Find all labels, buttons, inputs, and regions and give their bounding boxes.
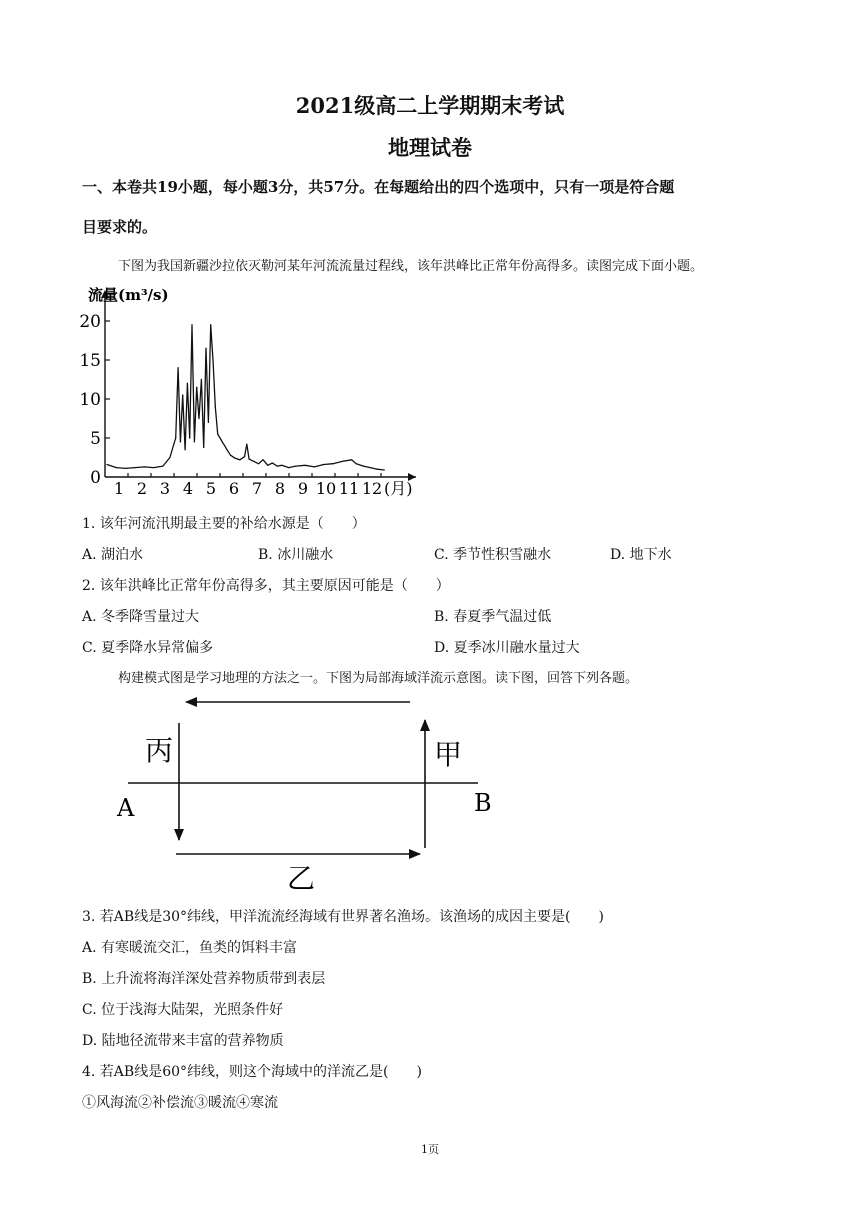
flow-data-point bbox=[215, 406, 216, 407]
x-tick-label: 9 bbox=[297, 479, 309, 498]
flow-data-point bbox=[267, 465, 268, 466]
intro-flow-chart: 下图为我国新疆沙拉依灭勒河某年河流流量过程线，该年洪峰比正常年份高得多。读图完成下面小题。 bbox=[118, 259, 704, 274]
flow-data-point bbox=[180, 441, 181, 442]
flow-data-point bbox=[314, 466, 315, 467]
flow-data-point bbox=[169, 457, 170, 458]
question-2-stem: 2. 该年洪峰比正常年份高得多，其主要原因可能是（ ） bbox=[82, 578, 450, 594]
flow-chart bbox=[78, 280, 428, 500]
flow-data-point bbox=[162, 466, 163, 467]
label-jia: 甲 bbox=[434, 738, 463, 771]
flow-data-point bbox=[363, 466, 364, 467]
q2-option-b: B. 春夏季气温过低 bbox=[434, 609, 552, 625]
q3-option-b: B. 上升流将海洋深处营养物质带到表层 bbox=[82, 971, 326, 987]
exam-subtitle: 地理试卷 bbox=[388, 135, 472, 160]
flow-data-point bbox=[153, 467, 154, 468]
flow-data-point bbox=[222, 441, 223, 442]
flow-series-line bbox=[107, 325, 384, 470]
flow-data-point bbox=[370, 467, 371, 468]
flow-data-point bbox=[244, 456, 245, 457]
q1-option-a: A. 湖泊水 bbox=[82, 547, 144, 563]
q1-option-d: D. 地下水 bbox=[610, 547, 672, 563]
flow-data-point bbox=[288, 467, 289, 468]
label-a: A bbox=[117, 794, 135, 822]
label-yi: 乙 bbox=[287, 862, 316, 895]
flow-data-point bbox=[253, 461, 254, 462]
flow-data-point bbox=[384, 469, 385, 470]
label-b: B bbox=[474, 789, 492, 817]
flow-data-point bbox=[224, 445, 225, 446]
y-tick-label: 0 bbox=[90, 468, 101, 488]
q2-option-c: C. 夏季降水异常偏多 bbox=[82, 640, 214, 656]
label-bing: 丙 bbox=[145, 734, 174, 767]
y-axis-label: 流量(m³/s) bbox=[88, 286, 169, 304]
flow-data-point bbox=[201, 379, 202, 380]
flow-data-point bbox=[185, 449, 186, 450]
flow-data-point bbox=[189, 437, 190, 438]
flow-data-point bbox=[239, 459, 240, 460]
flow-data-point bbox=[295, 466, 296, 467]
flow-data-point bbox=[258, 463, 259, 464]
q4-option-list: ①风海流②补偿流③暖流④寒流 bbox=[82, 1095, 278, 1111]
flow-data-point bbox=[277, 466, 278, 467]
flow-data-point bbox=[351, 459, 352, 460]
flow-data-point bbox=[205, 348, 206, 349]
flow-data-point bbox=[106, 464, 107, 465]
flow-data-point bbox=[281, 465, 282, 466]
flow-data-point bbox=[230, 455, 231, 456]
q2-option-a: A. 冬季降雪量过大 bbox=[82, 609, 200, 625]
flow-data-point bbox=[194, 441, 195, 442]
x-tick-label: 8 bbox=[274, 479, 286, 498]
question-3-stem: 3. 若AB线是30°纬线，甲洋流流经海域有世界著名渔场。该渔场的成因主要是( ) bbox=[82, 909, 604, 925]
x-tick-label: 7 bbox=[251, 479, 263, 498]
x-tick-label: 6 bbox=[228, 479, 240, 498]
flow-data-point bbox=[249, 459, 250, 460]
flow-data-point bbox=[356, 463, 357, 464]
q1-option-b: B. 冰川融水 bbox=[258, 547, 334, 563]
y-tick-label: 5 bbox=[90, 429, 101, 449]
x-tick-label: 4 bbox=[182, 479, 194, 498]
flow-data-point bbox=[342, 461, 343, 462]
page-number: 1页 bbox=[421, 1143, 439, 1156]
flow-data-point bbox=[203, 447, 204, 448]
flow-data-point bbox=[191, 324, 192, 325]
intro-current-diagram: 构建模式图是学习地理的方法之一。下图为局部海域洋流示意图。读下图，回答下列各题。 bbox=[118, 671, 639, 686]
x-tick-label: 11 bbox=[338, 479, 360, 498]
flow-data-point bbox=[198, 418, 199, 419]
flow-data-point bbox=[246, 444, 247, 445]
flow-data-point bbox=[377, 469, 378, 470]
section-heading-line2: 目要求的。 bbox=[82, 218, 158, 236]
x-axis-unit-label: (月) bbox=[384, 479, 413, 498]
flow-data-point bbox=[235, 458, 236, 459]
flow-data-point bbox=[323, 464, 324, 465]
x-tick-label: 10 bbox=[315, 479, 337, 498]
flow-data-point bbox=[212, 359, 213, 360]
x-tick-label: 2 bbox=[136, 479, 148, 498]
q3-option-d: D. 陆地径流带来丰富的营养物质 bbox=[82, 1033, 284, 1049]
q3-option-a: A. 有寒暖流交汇，鱼类的饵料丰富 bbox=[82, 940, 298, 956]
q1-option-c: C. 季节性积雪融水 bbox=[434, 547, 552, 563]
x-tick-label: 3 bbox=[159, 479, 171, 498]
flow-data-point bbox=[178, 367, 179, 368]
ocean-current-diagram bbox=[100, 690, 520, 900]
flow-data-point bbox=[182, 395, 183, 396]
flow-data-point bbox=[134, 467, 135, 468]
flow-data-point bbox=[226, 449, 227, 450]
q2-option-d: D. 夏季冰川融水量过大 bbox=[434, 640, 580, 656]
flow-data-point bbox=[125, 468, 126, 469]
q3-option-c: C. 位于浅海大陆架，光照条件好 bbox=[82, 1002, 284, 1018]
y-tick-label: 10 bbox=[79, 390, 101, 410]
flow-data-point bbox=[219, 437, 220, 438]
flow-data-point bbox=[116, 467, 117, 468]
y-tick-label: 20 bbox=[79, 312, 101, 332]
flow-data-point bbox=[208, 422, 209, 423]
flow-data-point bbox=[332, 463, 333, 464]
flow-data-point bbox=[187, 383, 188, 384]
flow-data-point bbox=[272, 462, 273, 463]
flow-data-point bbox=[175, 437, 176, 438]
flow-data-point bbox=[144, 466, 145, 467]
exam-title: 2021级高二上学期期末考试 bbox=[295, 93, 565, 118]
x-tick-label: 12 bbox=[361, 479, 383, 498]
flow-data-point bbox=[210, 324, 211, 325]
x-tick-label: 5 bbox=[205, 479, 217, 498]
x-tick-label: 1 bbox=[113, 479, 125, 498]
section-heading-line1: 一、本卷共19小题，每小题3分，共57分。在每题给出的四个选项中，只有一项是符合题 bbox=[82, 178, 675, 196]
flow-data-point bbox=[305, 465, 306, 466]
flow-data-point bbox=[263, 459, 264, 460]
flow-data-point bbox=[217, 434, 218, 435]
y-tick-label: 15 bbox=[79, 351, 101, 371]
question-1-stem: 1. 该年河流汛期最主要的补给水源是（ ） bbox=[82, 516, 366, 532]
flow-data-point bbox=[196, 387, 197, 388]
question-4-stem: 4. 若AB线是60°纬线，则这个海域中的洋流乙是( ) bbox=[82, 1064, 422, 1080]
